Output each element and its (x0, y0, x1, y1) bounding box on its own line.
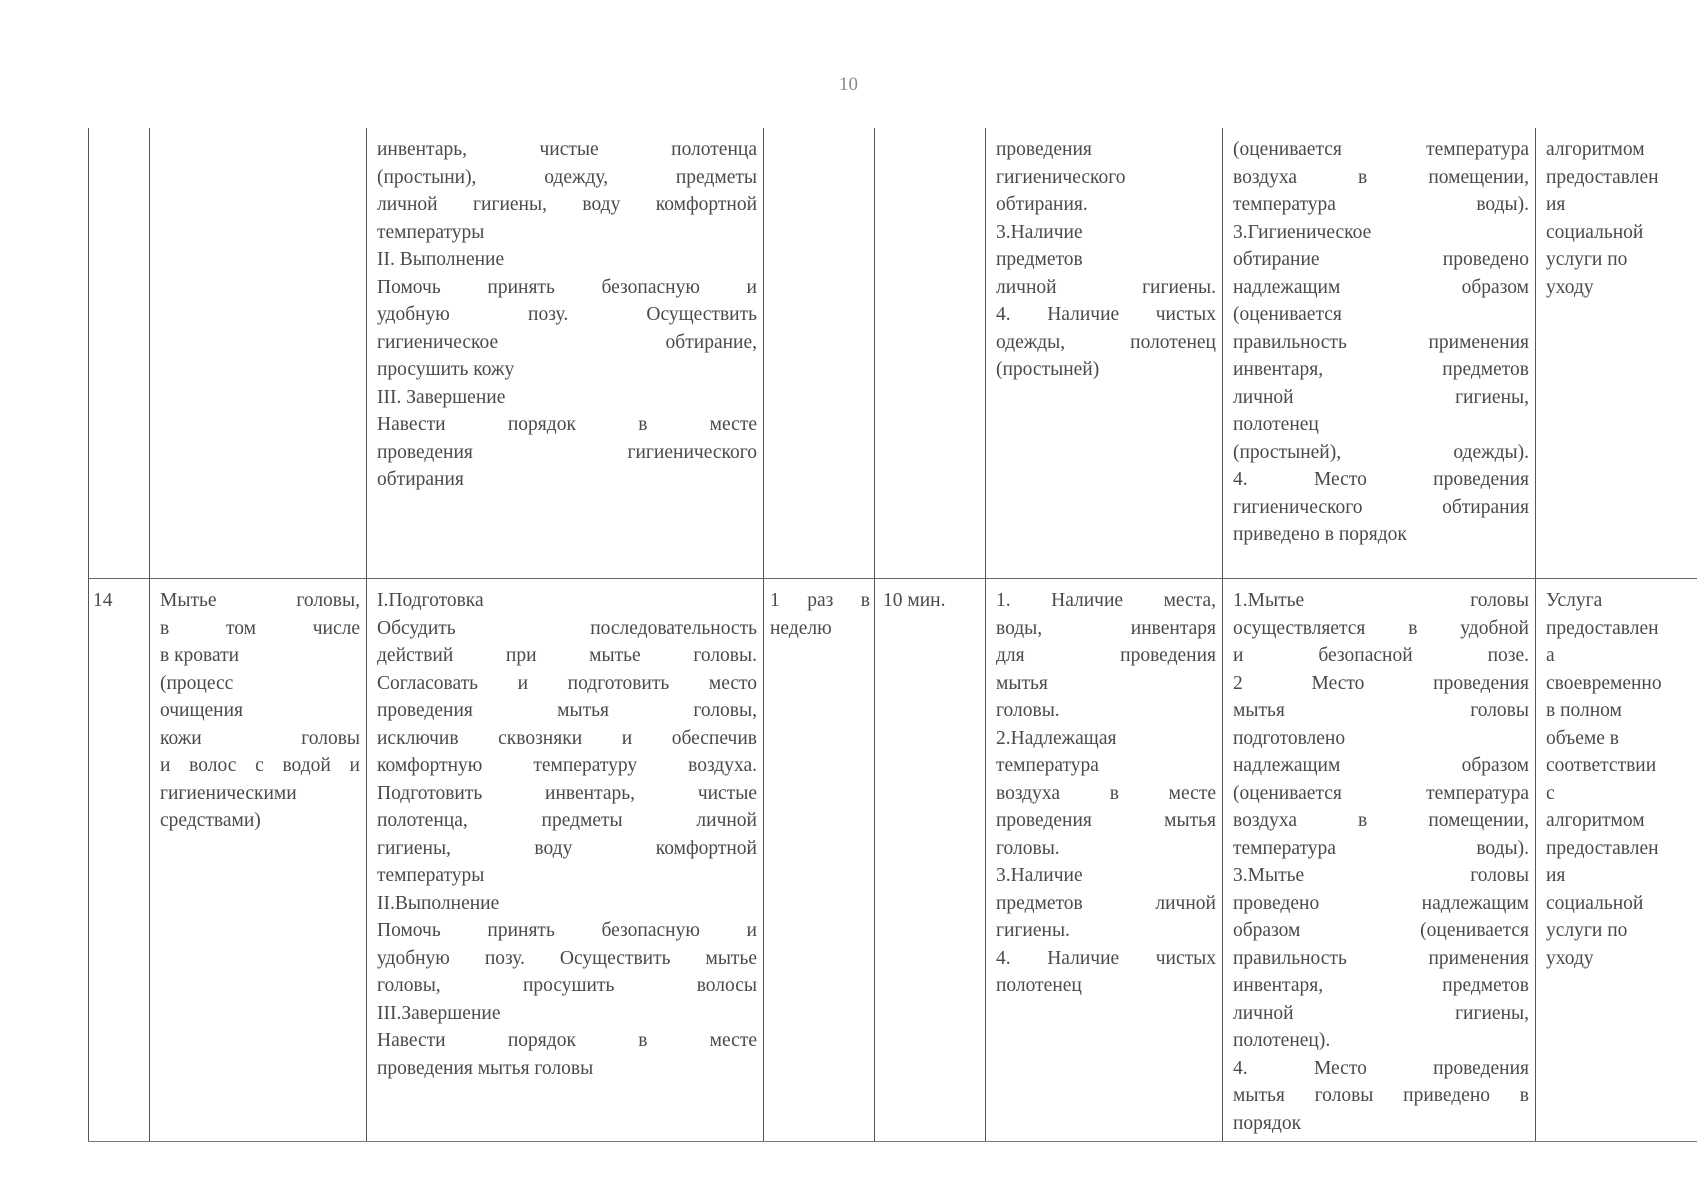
text-line: личной гигиены, воду комфортной (377, 194, 757, 215)
text-line: инвентаря, предметов (1233, 359, 1529, 380)
text-line: образом (оценивается (1233, 920, 1529, 941)
text-line: личной гигиены, (1233, 1002, 1529, 1024)
cell-result (1536, 579, 1697, 1142)
text-line: гигиенического (996, 166, 1126, 188)
text-line: 2 Место проведения (1233, 672, 1529, 694)
text-line: мытья головы (1233, 700, 1529, 721)
text-line: в кровати (160, 645, 240, 666)
text-line: 2.Надлежащая (996, 727, 1117, 749)
text-line: мытья головы приведено в (1233, 1085, 1529, 1106)
text-line: обтирания (377, 469, 464, 490)
text-line: предоставлен (1546, 837, 1659, 859)
text-line: 4. Место проведения (1233, 469, 1529, 490)
text-line: 4. Наличие чистых (996, 304, 1216, 325)
text-line: Согласовать и подготовить место (377, 672, 757, 694)
text-line: проведения мытья головы, (377, 700, 757, 721)
text-line: удобную позу. Осуществить (377, 304, 757, 325)
text-line: температура воды). (1233, 194, 1529, 215)
text-line: осуществляется в удобной (1233, 617, 1529, 639)
text-line: (простыней), одежды). (1233, 441, 1529, 463)
text-line: (простыней) (996, 359, 1100, 380)
text-line: 3.Наличие (996, 221, 1083, 243)
cell-description (367, 128, 764, 579)
text-line: соответствии (1546, 755, 1657, 776)
text-line: социальной (1546, 892, 1644, 914)
text-line: (простыни), одежду, предметы (377, 166, 757, 188)
text-line: проведения мытья головы (377, 1057, 594, 1079)
text-line: очищения (160, 700, 243, 721)
text-line: воздуха в помещении, (1233, 166, 1529, 188)
text-line: приведено в порядок (1233, 524, 1407, 545)
text-line: полотенец). (1233, 1030, 1331, 1051)
text-line: полотенец (1233, 414, 1319, 435)
text-line: 1.Мытье головы (1233, 590, 1529, 611)
text-line: обтирание проведено (1233, 249, 1529, 270)
text-line: услуги по (1546, 249, 1628, 270)
text-line: температура воды). (1233, 837, 1529, 859)
services-table (88, 128, 1697, 1142)
text-line: обтирания. (996, 194, 1088, 215)
text-line: действий при мытье головы. (377, 645, 757, 666)
text-line: проведения (996, 139, 1092, 160)
text-line: предоставлен (1546, 166, 1659, 188)
text-line: объеме в (1546, 727, 1620, 749)
text-line: неделю (770, 617, 832, 639)
text-line: температуры (377, 221, 485, 243)
text-line: своевременно (1546, 672, 1662, 694)
text-line: уходу (1546, 947, 1594, 969)
text-line: предметов личной (996, 892, 1216, 914)
text-line: средствами) (160, 810, 261, 831)
text-line: температуры (377, 865, 485, 886)
text-line: в полном (1546, 700, 1622, 721)
text-line: Обсудить последовательность (377, 617, 757, 639)
text-line: проведения мытья (996, 810, 1216, 831)
text-line: Помочь принять безопасную и (377, 920, 757, 941)
text-line: головы, просушить волосы (377, 975, 757, 996)
text-line: в том числе (160, 617, 360, 639)
text-line: услуги по (1546, 920, 1628, 941)
text-line: головы. (996, 700, 1060, 721)
cell-result (1536, 128, 1697, 579)
text-line: Помочь принять безопасную и (377, 276, 757, 298)
text-line: уходу (1546, 276, 1594, 298)
text-line: алгоритмом (1546, 139, 1645, 160)
text-line: предметов (996, 249, 1083, 270)
text-line: Навести порядок в месте (377, 414, 757, 435)
text-line: II. Выполнение (377, 249, 505, 270)
cell-time: 10 мин. (875, 579, 986, 1142)
table-row-continued (89, 128, 1697, 579)
text-line: порядок (1233, 1112, 1302, 1134)
text-line: III.Завершение (377, 1002, 501, 1024)
text-line: проведения гигиенического (377, 441, 757, 463)
cell-criteria (1223, 579, 1536, 1142)
cell-time (875, 128, 986, 579)
table-row-14 (89, 579, 1697, 1142)
text-line: исключив сквозняки и обеспечив (377, 727, 757, 749)
text-line: социальной (1546, 221, 1644, 243)
cell-criteria (1223, 128, 1536, 579)
text-line: Подготовить инвентарь, чистые (377, 782, 757, 804)
text-line: личной гигиены, (1233, 386, 1529, 408)
cell-service-name (150, 579, 367, 1142)
cell-frequency (764, 128, 875, 579)
text-line: просушить кожу (377, 359, 515, 380)
text-line: инвентаря, предметов (1233, 975, 1529, 996)
text-line: гигиены. (996, 920, 1070, 941)
text-line: надлежащим образом (1233, 755, 1529, 776)
text-line: инвентарь, чистые полотенца (377, 139, 757, 160)
text-line: Мытье головы, (160, 590, 360, 611)
text-line: 1. Наличие места, (996, 590, 1216, 611)
text-line: надлежащим образом (1233, 276, 1529, 298)
text-line: полотенец (996, 975, 1082, 996)
text-line: 3.Гигиеническое (1233, 221, 1372, 243)
text-line: кожи головы (160, 727, 360, 749)
text-line: (оценивается (1233, 304, 1342, 325)
text-line: одежды, полотенец (996, 331, 1216, 353)
text-line: I.Подготовка (377, 590, 484, 611)
text-line: личной гигиены. (996, 276, 1216, 298)
text-line: 4. Наличие чистых (996, 947, 1216, 969)
text-line: и волос с водой и (160, 755, 360, 776)
cell-conditions (986, 579, 1223, 1142)
text-line: (процесс (160, 672, 234, 694)
text-line: предоставлен (1546, 617, 1659, 639)
text-line: воды, инвентаря (996, 617, 1216, 639)
text-line: Услуга (1546, 590, 1603, 611)
text-line: а (1546, 645, 1555, 666)
cell-description (367, 579, 764, 1142)
text-line: II.Выполнение (377, 892, 500, 914)
text-line: гигиенического обтирания (1233, 496, 1529, 518)
text-line: правильность применения (1233, 331, 1529, 353)
text-line: III. Завершение (377, 386, 506, 408)
cell-number (89, 128, 150, 579)
text-line: гигиеническими (160, 782, 297, 804)
text-line: проведено надлежащим (1233, 892, 1529, 914)
text-line: (оценивается температура (1233, 782, 1529, 804)
cell-conditions (986, 128, 1223, 579)
text-line: 1 раз в (770, 590, 870, 611)
cell-number: 14 (89, 579, 150, 1142)
text-line: алгоритмом (1546, 810, 1645, 831)
text-line: воздуха в месте (996, 782, 1216, 804)
text-line: и безопасной позе. (1233, 645, 1529, 666)
text-line: подготовлено (1233, 727, 1346, 749)
text-line: головы. (996, 837, 1060, 859)
page-number: 10 (839, 74, 858, 95)
text-line: 4. Место проведения (1233, 1057, 1529, 1079)
text-line: 3.Мытье головы (1233, 865, 1529, 886)
text-line: гигиеническое обтирание, (377, 331, 757, 353)
text-line: воздуха в помещении, (1233, 810, 1529, 831)
text-line: ия (1546, 865, 1566, 886)
text-line: ия (1546, 194, 1566, 215)
text-line: мытья (996, 672, 1048, 694)
text-line: гигиены, воду комфортной (377, 837, 757, 859)
cell-service-name (150, 128, 367, 579)
text-line: температура (996, 755, 1099, 776)
text-line: полотенца, предметы личной (377, 810, 757, 831)
text-line: 3.Наличие (996, 865, 1083, 886)
text-line: (оценивается температура (1233, 139, 1529, 160)
cell-frequency (764, 579, 875, 1142)
text-line: правильность применения (1233, 947, 1529, 969)
text-line: комфортную температуру воздуха. (377, 755, 757, 776)
text-line: с (1546, 782, 1555, 804)
text-line: для проведения (996, 645, 1216, 666)
text-line: удобную позу. Осуществить мытье (377, 947, 757, 969)
text-line: Навести порядок в месте (377, 1030, 757, 1051)
